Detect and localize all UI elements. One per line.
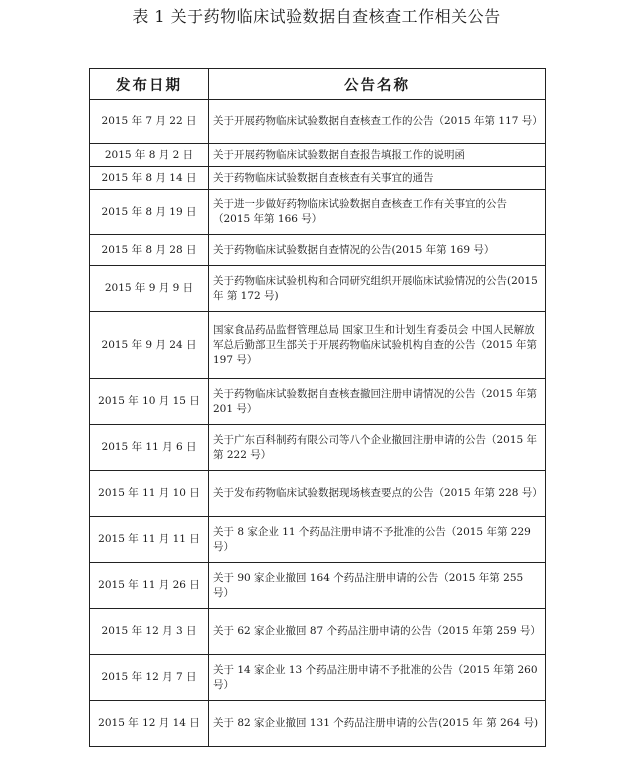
row-date: 2015 年 8 月 19 日 xyxy=(90,190,209,235)
table-row xyxy=(90,312,546,379)
table-header-row xyxy=(90,69,546,100)
row-date: 2015 年 7 月 22 日 xyxy=(90,100,209,144)
row-name: 关于 62 家企业撤回 87 个药品注册申请的公告（2015 年第 259 号） xyxy=(209,609,546,655)
table-row xyxy=(90,425,546,471)
row-date: 2015 年 9 月 24 日 xyxy=(90,312,209,379)
table-row xyxy=(90,266,546,312)
row-name: 关于开展药物临床试验数据自查报告填报工作的说明函 xyxy=(209,144,546,167)
table-row xyxy=(90,471,546,517)
row-date: 2015 年 12 月 7 日 xyxy=(90,655,209,701)
row-date: 2015 年 11 月 11 日 xyxy=(90,517,209,563)
row-name: 关于药物临床试验数据自查核查有关事宜的通告 xyxy=(209,167,546,190)
row-name: 关于 14 家企业 13 个药品注册申请不予批准的公告（2015 年第 260 号） xyxy=(209,655,546,701)
row-date: 2015 年 12 月 3 日 xyxy=(90,609,209,655)
row-name: 关于开展药物临床试验数据自查核查工作的公告（2015 年第 117 号） xyxy=(209,100,546,144)
row-name: 关于药物临床试验数据自查核查撤回注册申请情况的公告（2015 年第 201 号） xyxy=(209,379,546,425)
row-date: 2015 年 8 月 2 日 xyxy=(90,144,209,167)
header-date: 发布日期 xyxy=(90,69,209,100)
row-date: 2015 年 12 月 14 日 xyxy=(90,701,209,747)
announcement-table xyxy=(89,68,546,747)
table-row xyxy=(90,100,546,144)
row-date: 2015 年 9 月 9 日 xyxy=(90,266,209,312)
table-row xyxy=(90,563,546,609)
row-name: 关于药物临床试验机构和合同研究组织开展临床试验情况的公告(2015 年 第 172 号) xyxy=(209,266,546,312)
row-name: 关于药物临床试验数据自查情况的公告(2015 年第 169 号） xyxy=(209,235,546,266)
table-title: 表 1 关于药物临床试验数据自查核查工作相关公告 xyxy=(132,7,501,26)
row-date: 2015 年 8 月 28 日 xyxy=(90,235,209,266)
table-row xyxy=(90,190,546,235)
row-date: 2015 年 11 月 10 日 xyxy=(90,471,209,517)
table-row xyxy=(90,517,546,563)
row-name: 关于 82 家企业撤回 131 个药品注册申请的公告(2015 年 第 264 号) xyxy=(209,701,546,747)
row-name: 关于 90 家企业撤回 164 个药品注册申请的公告（2015 年第 255 号） xyxy=(209,563,546,609)
table-row xyxy=(90,655,546,701)
table-row xyxy=(90,379,546,425)
row-name: 关于广东百科制药有限公司等八个企业撤回注册申请的公告（2015 年第 222 号） xyxy=(209,425,546,471)
table-row xyxy=(90,701,546,747)
table-row xyxy=(90,144,546,167)
table-row xyxy=(90,235,546,266)
table-row xyxy=(90,167,546,190)
row-name: 关于 8 家企业 11 个药品注册申请不予批准的公告（2015 年第 229 号） xyxy=(209,517,546,563)
row-name: 关于发布药物临床试验数据现场核查要点的公告（2015 年第 228 号） xyxy=(209,471,546,517)
header-name: 公告名称 xyxy=(209,69,546,100)
row-date: 2015 年 11 月 26 日 xyxy=(90,563,209,609)
row-date: 2015 年 11 月 6 日 xyxy=(90,425,209,471)
row-name: 关于进一步做好药物临床试验数据自查核查工作有关事宜的公告（2015 年第 166 号） xyxy=(209,190,546,235)
row-date: 2015 年 10 月 15 日 xyxy=(90,379,209,425)
row-name: 国家食品药品监督管理总局 国家卫生和计划生育委员会 中国人民解放军总后勤部卫生部关于开展药物临床试验机构自查的公告（2015 年第 197 号） xyxy=(209,312,546,379)
row-date: 2015 年 8 月 14 日 xyxy=(90,167,209,190)
table-row xyxy=(90,609,546,655)
